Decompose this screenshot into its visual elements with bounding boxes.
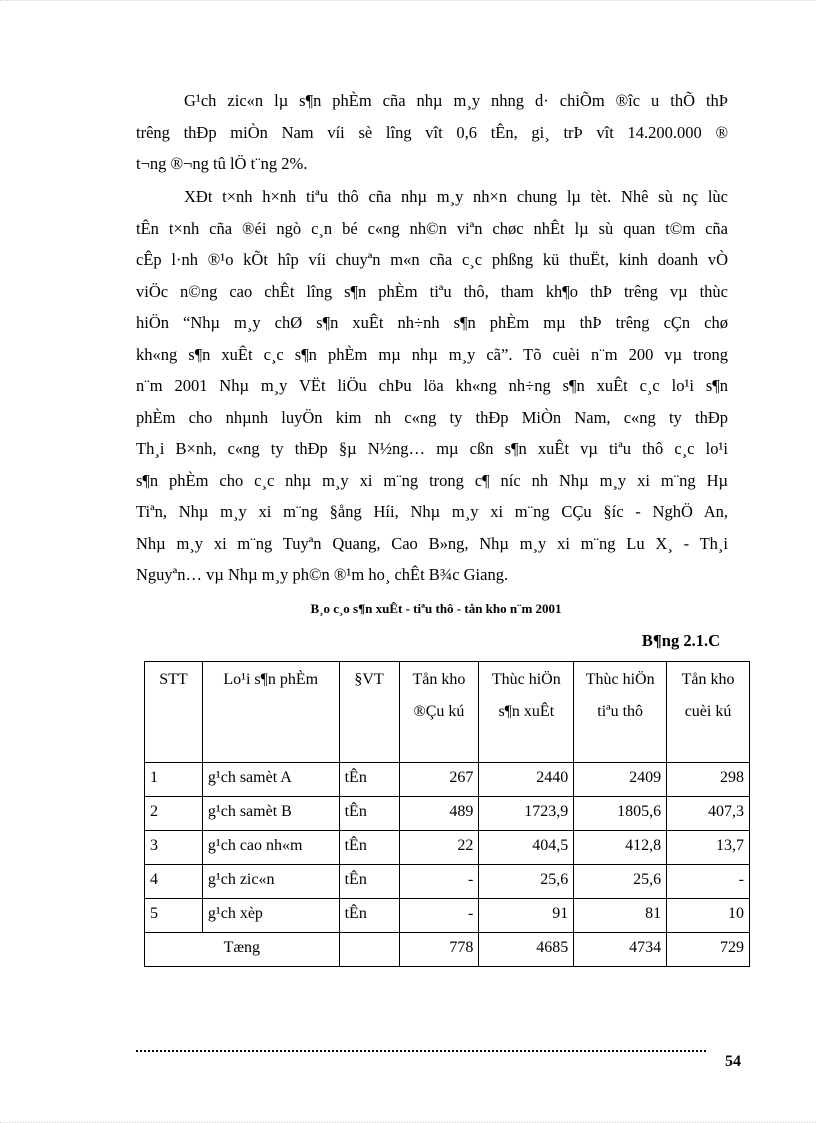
cell-product: g¹ch zic«n [202,865,339,899]
text-line: G¹ch zic«n lµ s¶n phÈm cña nhµ m¸y nhng d· chiÕm ®îc u thÕ thÞ [184,91,728,110]
footer-divider [136,1050,706,1052]
cell-consumption: 2409 [574,763,667,797]
cell-total-production: 4685 [479,933,574,967]
cell-consumption: 81 [574,899,667,933]
cell-opening: 489 [399,797,479,831]
table-row [145,797,750,831]
cell-production: 25,6 [479,865,574,899]
text-line: Th¸i B×nh, c«ng ty thÐp §µ N½ng… mµ cßn s¶n xuÊt vµ tiªu thô c¸c lo¹i [136,439,728,458]
cell-opening: - [399,865,479,899]
cell-unit: tÊn [339,865,399,899]
table-row [145,865,750,899]
cell-product: g¹ch xèp [202,899,339,933]
cell-product: g¹ch samèt B [202,797,339,831]
cell-product: g¹ch cao nh«m [202,831,339,865]
cell-unit: tÊn [339,763,399,797]
cell-stt: 4 [145,865,203,899]
text-line: phÈm cho nhµnh luyÖn kim nh c«ng ty thÐp MiÒn Nam, c«ng ty thÐp [136,407,728,427]
text-line: kh«ng s¶n xuÊt c¸c s¶n phÈm mµ nhµ m¸y cã”. Tõ cuèi n¨m 200 vµ trong [136,344,728,364]
text-line: t¬ng ®¬ng tû lÖ t¨ng 2%. [136,154,308,173]
cell-stt: 3 [145,831,203,865]
text-line: tÊn t×nh cña ®éi ngò c¸n bé c«ng nh©n viªn chøc nhÊt lµ sù quan t©m cña [136,218,728,238]
table-row [145,763,750,797]
text-line: cÊp l·nh ®¹o kÕt hîp víi chuyªn m«n cña c¸c phßng kü thuËt, kinh doanh vÒ [136,250,728,269]
header-closing-stock: Tån kho cuèi kú [667,662,750,763]
page-number: 54 [725,1053,741,1070]
header-consumption: Thùc hiÖn tiªu thô [574,662,667,763]
table-row [145,899,750,933]
cell-closing: 13,7 [667,831,750,865]
cell-consumption: 25,6 [574,865,667,899]
cell-stt: 5 [145,899,203,933]
cell-stt: 1 [145,763,203,797]
header-opening-stock: Tån kho ®Çu kú [399,662,479,763]
table-caption: B¸o c¸o s¶n xuÊt - tiªu thô - tån kho n¨m 2001 [310,601,562,616]
text-line: viÖc n©ng cao chÊt lîng s¶n phÈm tiªu thô, tham kh¶o thÞ trêng vµ thùc [136,281,728,301]
paragraph-2 [136,181,728,591]
table-number: B¶ng 2.1.C [641,631,720,650]
cell-opening: 22 [399,831,479,865]
cell-consumption: 1805,6 [574,797,667,831]
cell-total-opening: 778 [399,933,479,967]
cell-unit [339,933,399,967]
cell-product: g¹ch samèt A [202,763,339,797]
cell-unit: tÊn [339,831,399,865]
report-table [144,661,750,967]
cell-unit: tÊn [339,797,399,831]
text-line: hiÖn “Nhµ m¸y chØ s¶n xuÊt nh÷nh s¶n phÈm mµ thÞ trêng cÇn chø [136,313,728,332]
header-stt: STT [145,662,203,763]
cell-total-consumption: 4734 [574,933,667,967]
header-unit: §VT [339,662,399,763]
cell-production: 2440 [479,763,574,797]
cell-closing: 10 [667,899,750,933]
cell-total-label: Tæng [145,933,340,967]
cell-unit: tÊn [339,899,399,933]
text-line: XÐt t×nh h×nh tiªu thô cña nhµ m¸y nh×n chung lµ tèt. Nhê sù nç lùc [184,187,728,206]
paragraph-1 [136,85,728,180]
cell-total-closing: 729 [667,933,750,967]
cell-consumption: 412,8 [574,831,667,865]
cell-production: 1723,9 [479,797,574,831]
cell-opening: - [399,899,479,933]
table-header-row [145,662,750,763]
table-total-row [145,933,750,967]
cell-closing: 407,3 [667,797,750,831]
text-line: n¨m 2001 Nhµ m¸y VËt liÖu chÞu löa kh«ng nh÷ng s¶n xuÊt c¸c lo¹i s¶n [136,376,728,395]
text-line: Nhµ m¸y xi m¨ng Tuyªn Quang, Cao B»ng, Nhµ m¸y xi m¨ng Lu X¸ - Th¸i [136,533,728,553]
cell-production: 91 [479,899,574,933]
text-line: trêng thÐp miÒn Nam víi sè lîng vît 0,6 tÊn, gi¸ trÞ vît 14.200.000 ® [136,122,728,142]
cell-opening: 267 [399,763,479,797]
table-row [145,831,750,865]
cell-stt: 2 [145,797,203,831]
text-line: s¶n phÈm cho c¸c nhµ m¸y xi m¨ng trong c¶ níc nh Nhµ m¸y xi m¨ng Hµ [136,470,728,490]
cell-closing: - [667,865,750,899]
text-line: Tiªn, Nhµ m¸y xi m¨ng §ång Híi, Nhµ m¸y xi m¨ng CÇu §íc - NghÖ An, [136,502,728,521]
text-line: Nguyªn… vµ Nhµ m¸y ph©n ®¹m ho¸ chÊt B¾c Giang. [136,565,509,584]
header-product-type: Lo¹i s¶n phÈm [202,662,339,763]
cell-production: 404,5 [479,831,574,865]
header-production: Thùc hiÖn s¶n xuÊt [479,662,574,763]
cell-closing: 298 [667,763,750,797]
